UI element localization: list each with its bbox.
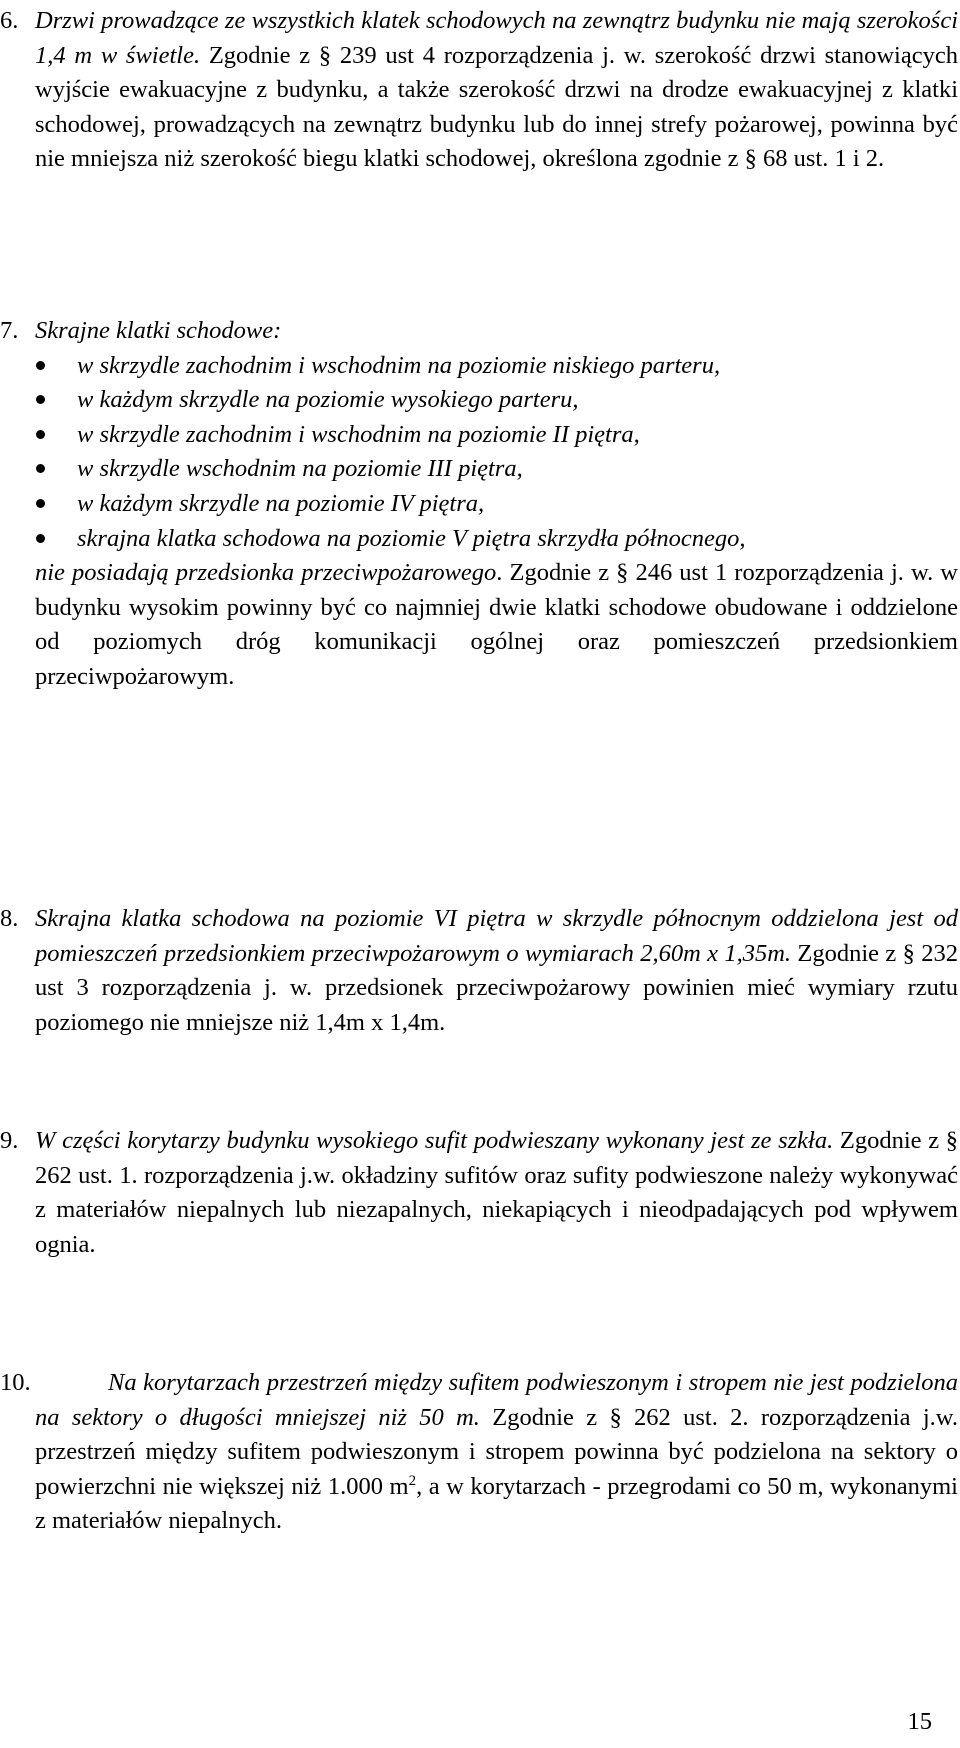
- list-item-10: [0, 1366, 958, 1539]
- item-text: Zgodnie z § 262 ust. 2. rozporządzenia j.w. przestrzeń między sufitem podwieszonym i stropem powinna być podzielona na sektory o powierzchni nie większej niż 1.000 m: [35, 1403, 958, 1500]
- item-italic-text: Na korytarzach przestrzeń między sufitem podwieszonym i stropem nie jest podzielona na sektory o długości mniejszej niż 50 m.: [35, 1369, 958, 1431]
- item-italic-text: Drzwi prowadzące ze wszystkich klatek schodowych na zewnątrz budynku nie mają szerokości 1,4 m w świetle.: [35, 7, 958, 69]
- item-paragraph: [35, 314, 958, 695]
- list-item-9: [0, 1124, 958, 1262]
- item-text: Zgodnie z § 232 ust 3 rozporządzenia j. w. przedsionek przeciwpożarowy powinien mieć wymiary rzutu poziomego nie mniejsze niż 1,4m x 1,4m.: [35, 939, 958, 1036]
- item-text: , a w korytarzach - przegrodami co 50 m, wykonanymi z materiałów niepalnych.: [35, 1472, 958, 1535]
- bullet-list: [35, 349, 958, 557]
- item-number: 6.: [0, 7, 19, 34]
- list-item-7: [0, 314, 958, 695]
- bullet-item: w każdym skrzydle na poziomie wysokiego parteru,: [35, 383, 958, 418]
- item-number: 8.: [0, 905, 19, 932]
- bullet-item: w skrzydle zachodnim i wschodnim na poziomie niskiego parteru,: [35, 349, 958, 384]
- item-text: . Zgodnie z § 246 ust 1 rozporządzenia j. w. w budynku wysokim powinny być co najmniej dwie klatki schodowe obudowane i oddzielone od poziomych dróg komunikacji ogólnej oraz pomieszczeń przedsionkiem przeciwpożarowym.: [35, 559, 958, 690]
- item-tail: [35, 556, 958, 694]
- bullet-item: w skrzydle zachodnim i wschodnim na poziomie II piętra,: [35, 418, 958, 453]
- item-intro: Skrajne klatki schodowe:: [35, 317, 282, 344]
- bullet-item: w skrzydle wschodnim na poziomie III piętra,: [35, 452, 958, 487]
- item-italic-text: Skrajna klatka schodowa na poziomie VI piętra w skrzydle północnym oddzielona jest od pomieszczeń przedsionkiem przeciwpożarowym o wymiarach 2,60m x 1,35m.: [35, 905, 958, 967]
- item-paragraph: [35, 4, 958, 177]
- item-paragraph: [35, 902, 958, 1040]
- list-item-6: [0, 4, 958, 177]
- item-number: 9.: [0, 1127, 19, 1154]
- item-text: Zgodnie z § 262 ust. 1. rozporządzenia j.w. okładziny sufitów oraz sufity podwieszone należy wykonywać z materiałów niepalnych lub niezapalnych, niekapiących i nieodpadających pod wpływem ognia.: [35, 1127, 959, 1258]
- list-item-8: [0, 902, 958, 1040]
- item-text: Zgodnie z § 239 ust 4 rozporządzenia j. w. szerokość drzwi stanowiących wyjście ewakuacyjne z budynku, a także szerokość drzwi na drodze ewakuacyjnej z klatki schodowej, prowadzących na zewnątrz budynku lub do innej strefy pożarowej, powinna być nie mniejsza niż szerokość biegu klatki schodowej, określona zgodnie z § 68 ust. 1 i 2.: [35, 41, 958, 173]
- item-number: 7.: [0, 317, 19, 344]
- bullet-item: skrajna klatka schodowa na poziomie V piętra skrzydła północnego,: [35, 522, 958, 557]
- item-italic-text: W części korytarzy budynku wysokiego sufit podwieszany wykonany jest ze szkła.: [35, 1127, 834, 1154]
- item-italic-text: nie posiadają przedsionka przeciwpożarowego: [35, 559, 497, 587]
- bullet-item: w każdym skrzydle na poziomie IV piętra,: [35, 487, 958, 522]
- page-number: 15: [907, 1708, 932, 1735]
- item-paragraph: [35, 1366, 958, 1539]
- item-paragraph: [35, 1124, 958, 1262]
- superscript: 2: [408, 1472, 417, 1489]
- item-number: 10.: [0, 1369, 31, 1396]
